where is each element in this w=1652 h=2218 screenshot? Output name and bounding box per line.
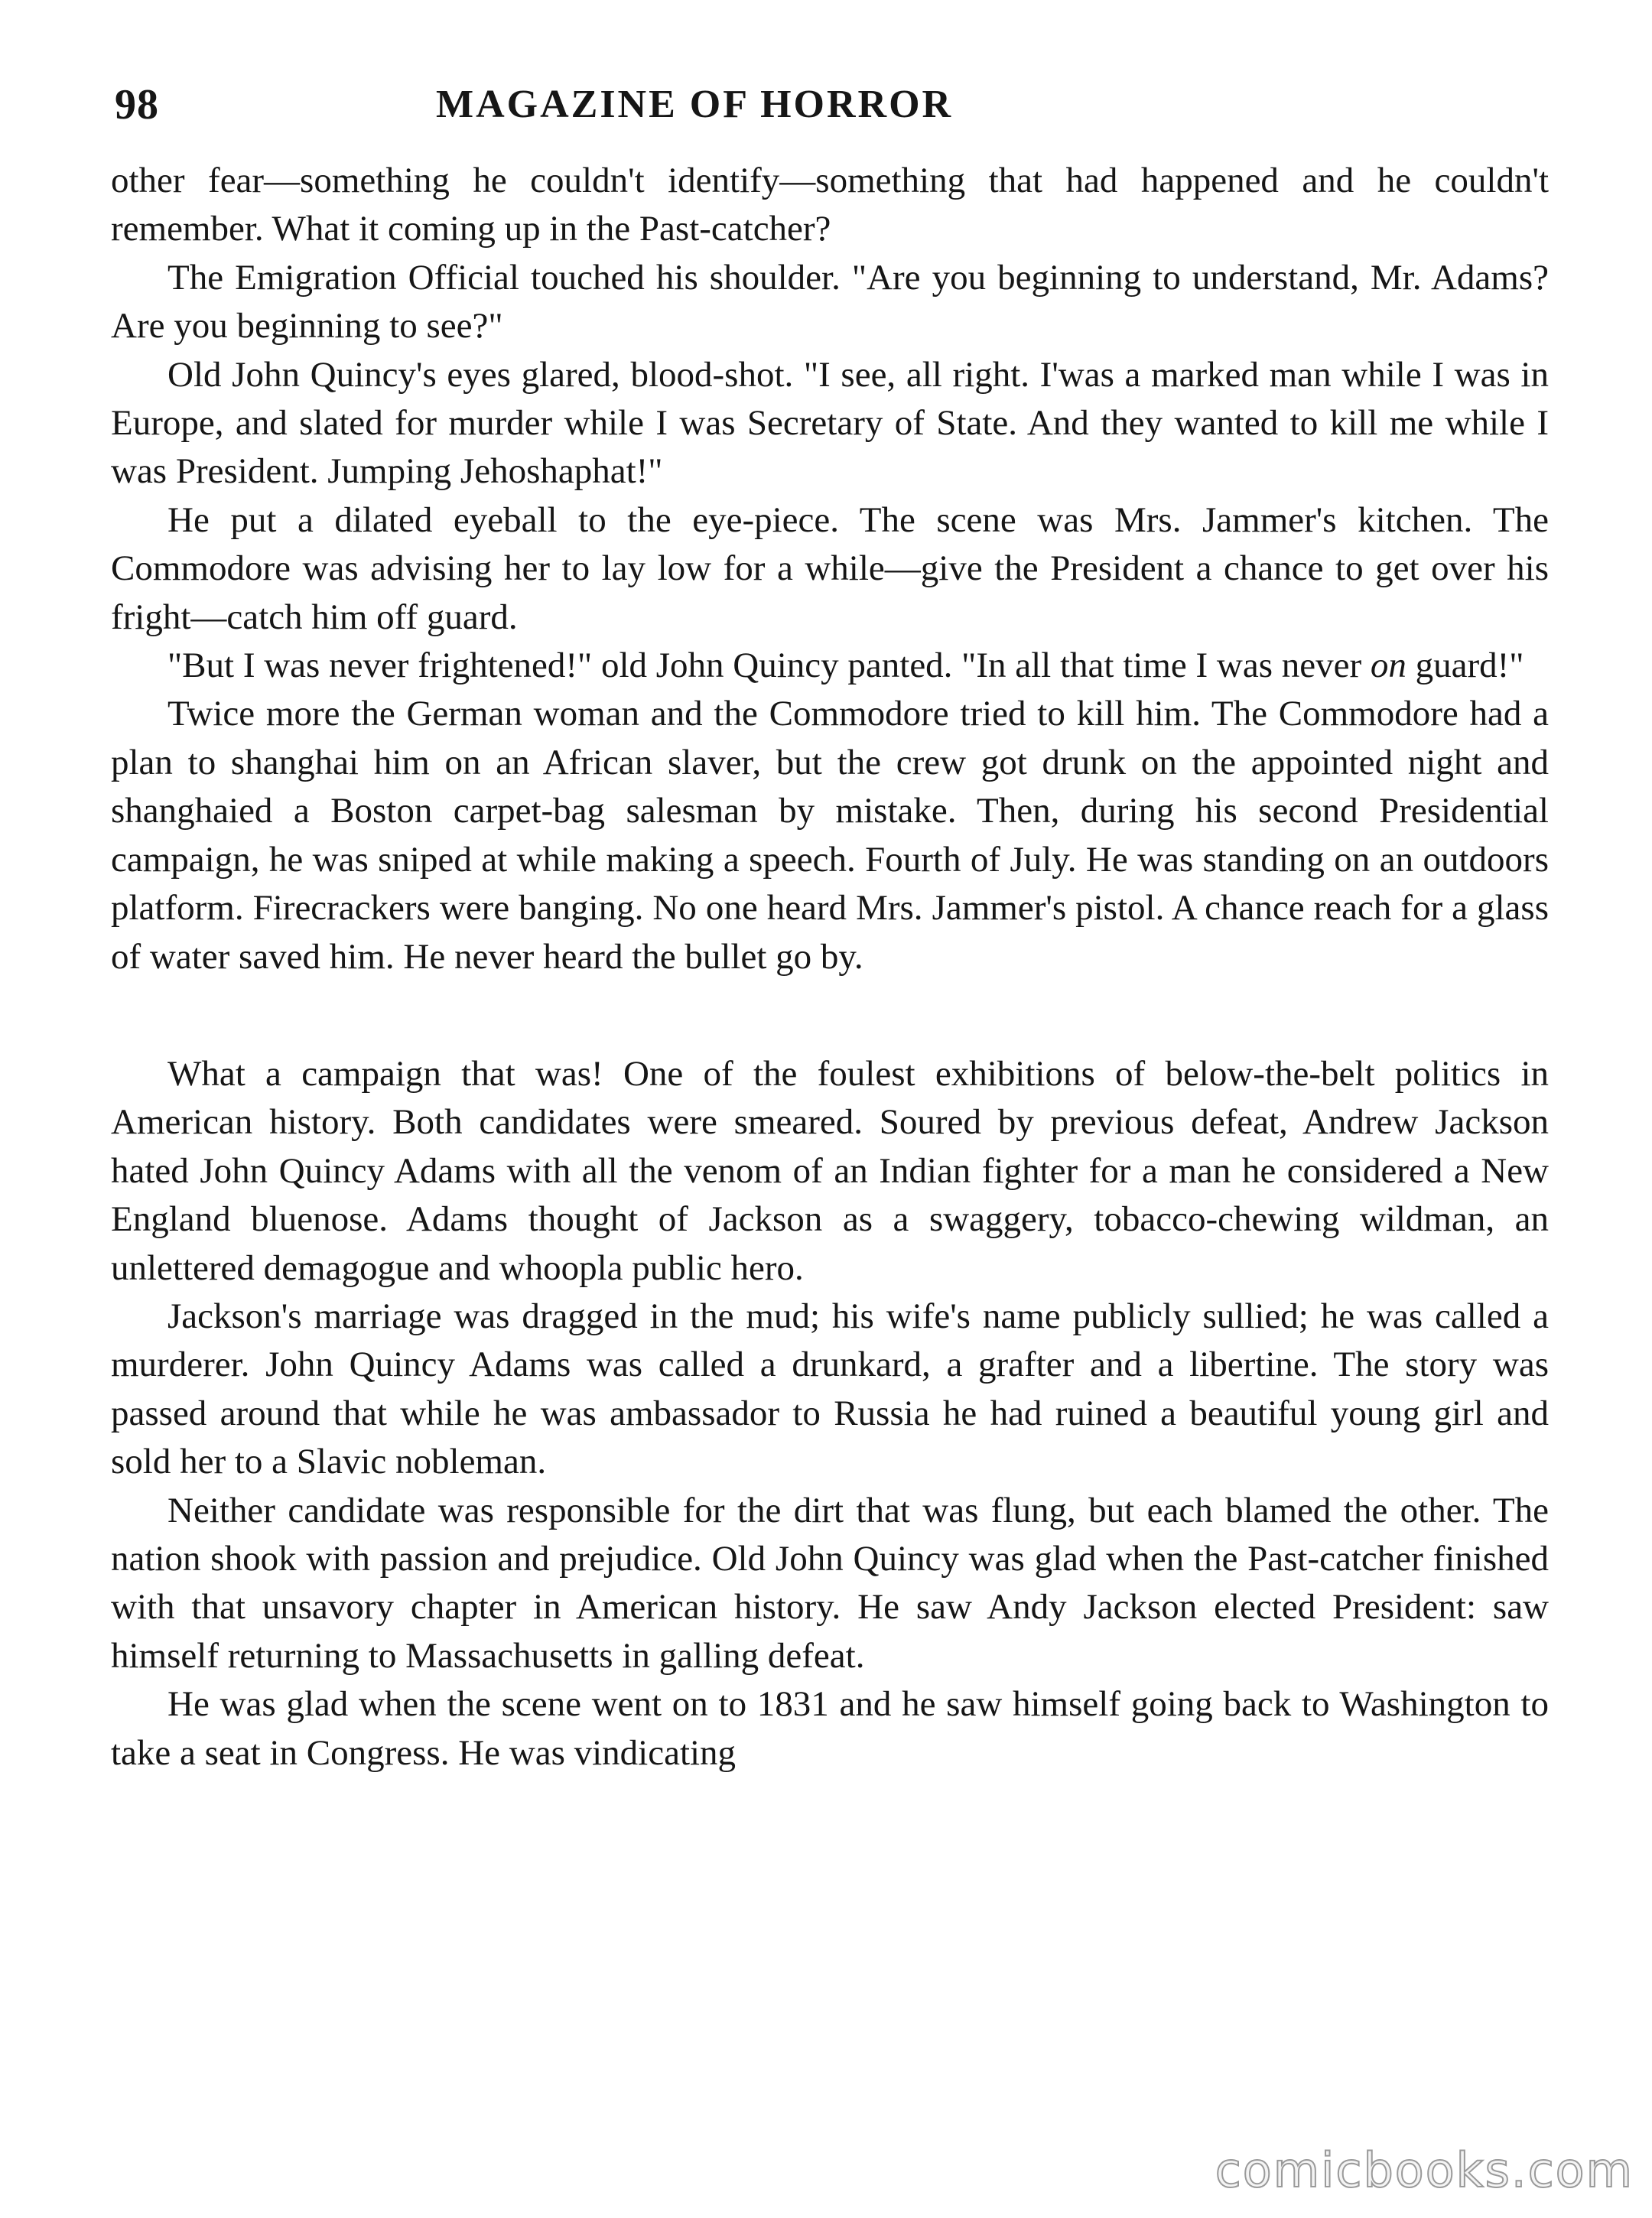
paragraph: Jackson's marriage was dragged in the mud; his wife's name publicly sullied; he was called a murderer. John Quincy Adams was called a drunkard, a grafter and a libertine. The story was passed around that while he was ambassador to Russia he had ruined a beautiful young girl and sold her to a Slavic nobleman. (111, 1296, 1549, 1482)
emphasized-word: on (1370, 646, 1406, 686)
paragraph: Old John Quincy's eyes glared, blood-shot. "I see, all right. I'was a marked man while I was in Europe, and slated for murder while I was Secretary of State. And they wanted to kill me while I was President. Jumping Jehoshaphat!" (111, 354, 1549, 492)
page-number: 98 (115, 81, 159, 128)
story-text (111, 157, 1549, 1777)
paragraph-text-before-emphasis: "But I was never frightened!" old John Quincy panted. "In all that time I was never (167, 646, 1371, 686)
running-head (115, 70, 1545, 139)
paragraph: Twice more the German woman and the Commodore tried to kill him. The Commodore had a plan to shanghai him on an African slaver, but the crew got drunk on the appointed night and shanghaied a Boston carpet-bag salesman by mistake. Then, during his second Presidential campaign, he was sniped at while making a speech. Fourth of July. He was standing on an outdoors platform. Firecrackers were banging. No one heard Mrs. Jammer's pistol. A chance reach for a glass of water saved him. He never heard the bullet go by. (111, 694, 1549, 977)
paragraph: The Emigration Official touched his shoulder. "Are you beginning to understand, Mr. Adams? Are you beginning to see?" (111, 257, 1549, 346)
magazine-title: MAGAZINE OF HORROR (436, 83, 954, 126)
paragraph-text-after-emphasis: guard!" (1406, 646, 1524, 686)
paragraph: He was glad when the scene went on to 1831 and he saw himself going back to Washington to take a seat in Congress. He was vindicating (111, 1684, 1549, 1773)
paragraph-with-emphasis (111, 642, 1549, 690)
paragraph: Neither candidate was responsible for the dirt that was flung, but each blamed the other. The nation shook with passion and prejudice. Old John Quincy was glad when the Past-catcher finished with that unsavory chapter in American history. He saw Andy Jackson elected President: saw himself returning to Massachusetts in galling defeat. (111, 1490, 1549, 1676)
paragraph: What a campaign that was! One of the foulest exhibitions of below-the-belt politics in American history. Both candidates were smeared. Soured by previous defeat, Andrew Jackson hated John Quincy Adams with all the venom of an Indian fighter for a man he considered a New England bluenose. Adams thought of Jackson as a swaggery, tobacco-chewing wildman, an unlettered demagogue and whoopla public hero. (111, 1053, 1549, 1288)
paragraph-continued: other fear—something he couldn't identify—something that had happened and he couldn't remember. What it coming up in the Past-catcher? (111, 161, 1549, 249)
paragraph: He put a dilated eyeball to the eye-piece. The scene was Mrs. Jammer's kitchen. The Commodore was advising her to lay low for a while—give the President a chance to get over his fright—catch him off guard. (111, 499, 1549, 637)
section-break (111, 981, 1549, 1050)
watermark: comicbooks.com (1215, 2142, 1634, 2198)
